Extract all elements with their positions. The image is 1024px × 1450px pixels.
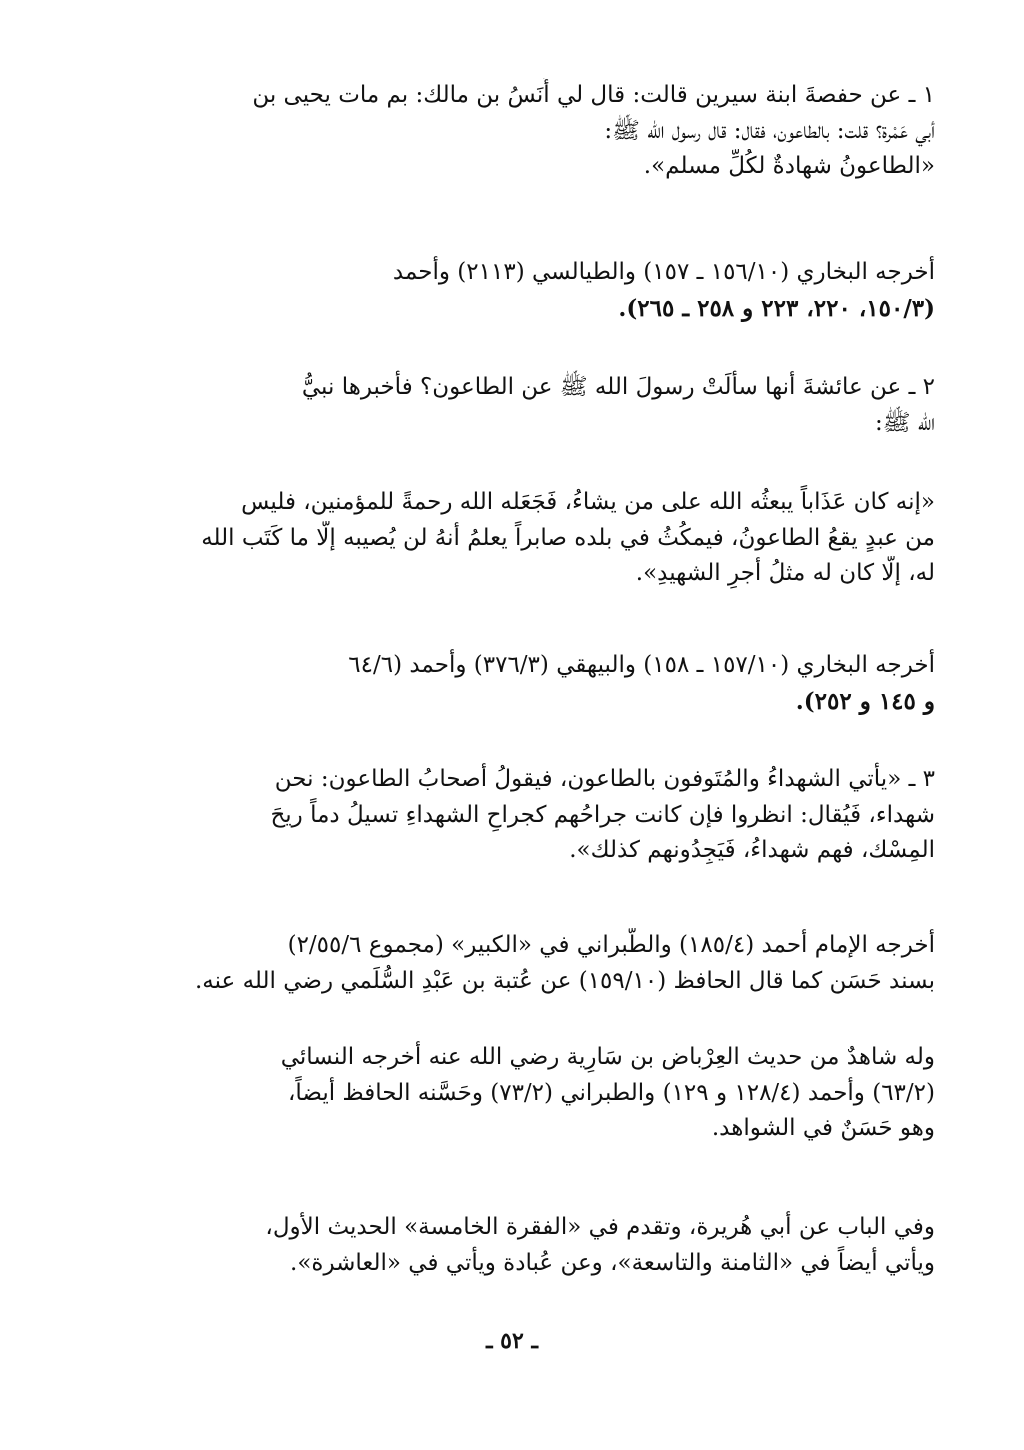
takhrij-1-line: (١٥٠/٣، ٢٢٠، ٢٢٣ و ٢٥٨ ـ ٢٦٥). bbox=[618, 294, 935, 322]
hadith-3-line: شهداء، فَيُقال: انظروا فإن كانت جراحُهم كجراحِ الشهداءِ تسيلُ دماً ريحَ bbox=[270, 801, 935, 828]
takhrij-3-line: أخرجه الإمام أحمد (١٨٥/٤) والطَّبراني في «الكبير» (مجموع ٢/٥٥/٦) bbox=[287, 932, 935, 958]
hadith-1-line: أبي عَمْرة؟ قلت: بالطاعون، فقال: قال رسول الله ﷺ: bbox=[604, 117, 935, 144]
bab-line: ويأتي أيضاً في «الثامنة والتاسعة»، وعن عُبادة ويأتي في «العاشرة». bbox=[290, 1249, 935, 1276]
bab-line: وفي الباب عن أبي هُريرة، وتقدم في «الفقرة الخامسة» الحديث الأول، bbox=[265, 1214, 935, 1240]
hadith-2-text-line: «إنه كان عَذَاباً يبعثُه الله على من يشاءُ، فَجَعَله الله رحمةً للمؤمنين، فليس bbox=[241, 489, 935, 515]
shahid-paragraph bbox=[85, 1040, 935, 1147]
takhrij-2 bbox=[85, 648, 935, 719]
hadith-1 bbox=[85, 78, 935, 185]
hadith-3-line: ٣ ـ «يأتي الشهداءُ والمُتَوفون بالطاعون، فيقولُ أصحابُ الطاعون: نحن bbox=[274, 766, 935, 792]
hadith-3 bbox=[85, 762, 935, 869]
takhrij-2-line: و ١٤٥ و ٢٥٢). bbox=[795, 687, 935, 715]
hadith-2-text-line: من عبدٍ يقعُ الطاعونُ، فيمكُثُ في بلده صابراً يعلمُ أنهُ لن يُصيبه إلّا ما كَتَب الله bbox=[201, 524, 935, 551]
takhrij-2-line: أخرجه البخاري (١٥٧/١٠ ـ ١٥٨) والبيهقي (٣٧٦/٣) وأحمد (٦٤/٦ bbox=[348, 652, 935, 678]
takhrij-3 bbox=[85, 928, 935, 999]
shahid-line: وله شاهدٌ من حديث العِرْباض بن سَارِية رضي الله عنه أخرجه النسائي bbox=[280, 1044, 935, 1070]
shahid-line: (٦٣/٢) وأحمد (١٢٨/٤ و ١٢٩) والطبراني (٧٣/٢) وحَسَّنه الحافظ أيضاً، bbox=[287, 1079, 935, 1106]
hadith-2-text-line: له، إلّا كان له مثلُ أجرِ الشهيدِ». bbox=[635, 560, 935, 587]
hadith-2-text bbox=[85, 485, 935, 592]
bab-paragraph bbox=[85, 1210, 935, 1281]
hadith-1-line: ١ ـ عن حفصةَ ابنة سيرين قالت: قال لي أَنَسُ بن مالك: بم مات يحيى بن bbox=[252, 82, 935, 108]
takhrij-1 bbox=[85, 255, 935, 326]
takhrij-1-line: أخرجه البخاري (١٥٦/١٠ ـ ١٥٧) والطيالسي (٢١١٣) وأحمد bbox=[392, 259, 935, 285]
shahid-line: وهو حَسَنٌ في الشواهد. bbox=[711, 1115, 935, 1142]
hadith-2-line: الله ﷺ: bbox=[874, 409, 935, 436]
takhrij-3-line: بسند حَسَن كما قال الحافظ (١٥٩/١٠) عن عُتبة بن عَبْدِ السُّلَمي رضي الله عنه. bbox=[194, 967, 935, 994]
hadith-1-quote: «الطاعونُ شهادةٌ لكُلِّ مسلم». bbox=[643, 153, 935, 180]
hadith-2 bbox=[85, 370, 935, 441]
hadith-2-line: ٢ ـ عن عائشةَ أنها سألَتْ رسولَ الله ﷺ عن الطاعون؟ فأخبرها نبيُّ bbox=[301, 374, 935, 400]
hadith-3-line: المِسْك، فهم شهداءُ، فَيَجِدُونهم كذلك». bbox=[569, 837, 935, 864]
page-number: ـ ٥٢ ـ bbox=[486, 1328, 538, 1354]
